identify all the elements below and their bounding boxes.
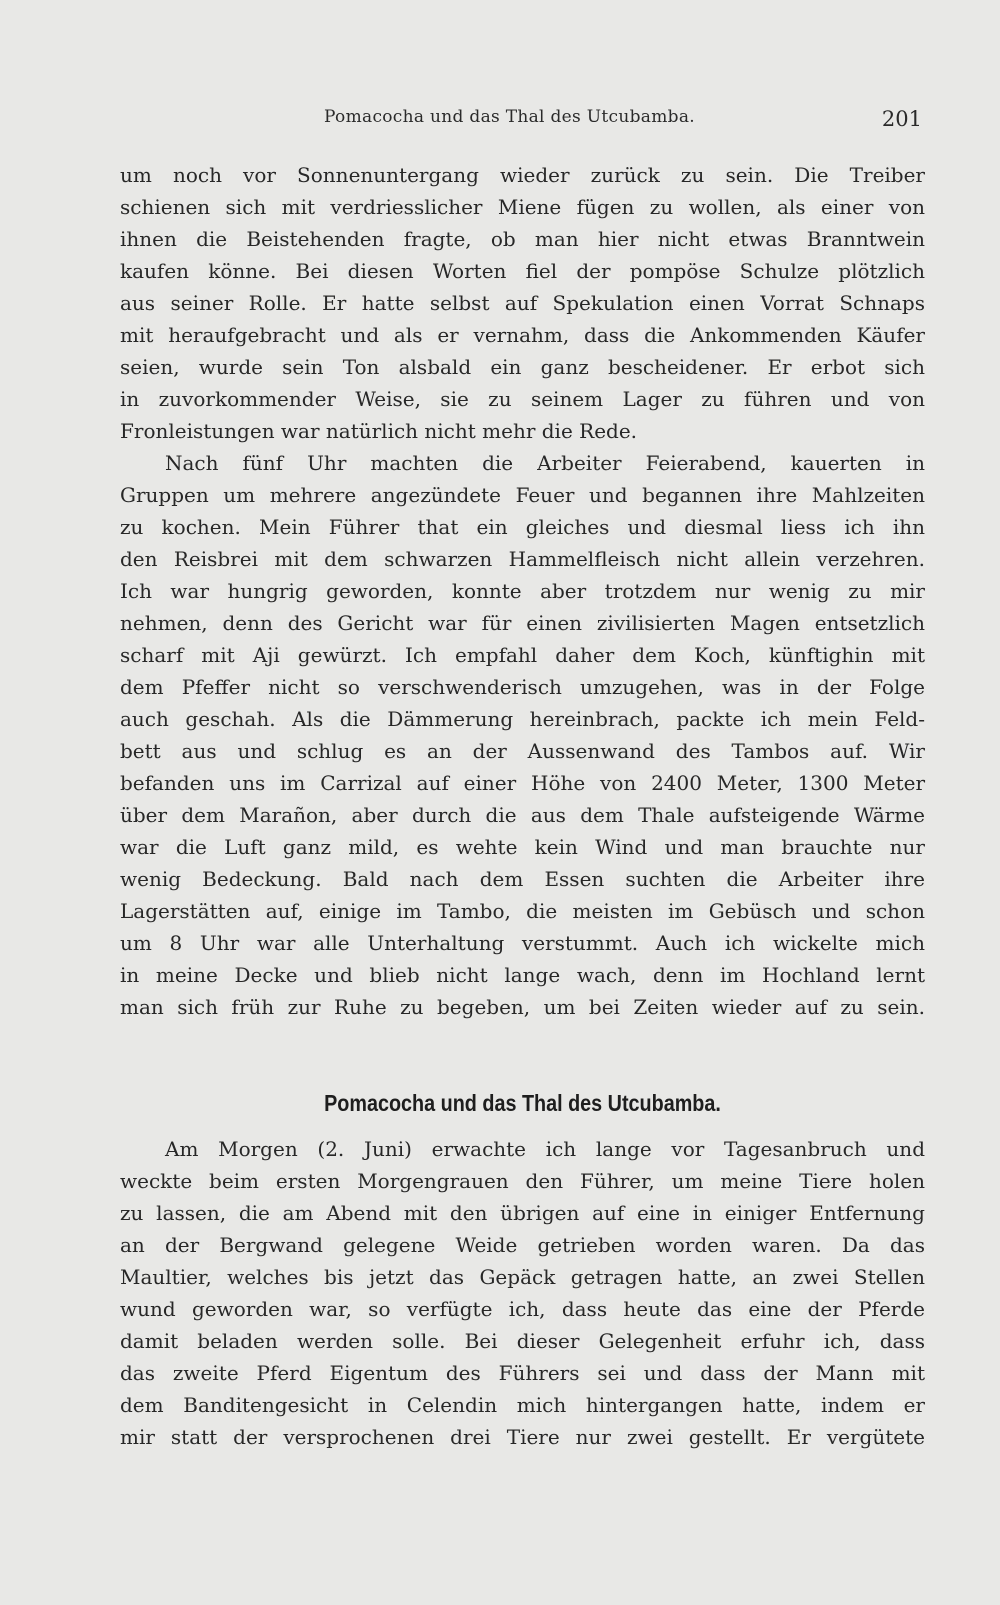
text-line: bett aus und schlug es an der Aussenwand des Tambos auf. Wir [120, 739, 925, 763]
text-line: dem Banditengesicht in Celendin mich hintergangen hatte, indem er [120, 1393, 925, 1417]
text-line: aus seiner Rolle. Er hatte selbst auf Spekulation einen Vorrat Schnaps [120, 291, 925, 315]
text-line: war die Luft ganz mild, es wehte kein Wind und man brauchte nur [120, 835, 925, 859]
text-line: befanden uns im Carrizal auf einer Höhe von 2400 Meter, 1300 Meter [120, 771, 925, 795]
text-line: ihnen die Beistehenden fragte, ob man hier nicht etwas Branntwein [120, 227, 925, 251]
text-line: um 8 Uhr war alle Unterhaltung verstummt. Auch ich wickelte mich [120, 931, 925, 955]
text-line: den Reisbrei mit dem schwarzen Hammelfleisch nicht allein verzehren. [120, 547, 925, 571]
text-line: Fronleistungen war natürlich nicht mehr die Rede. [120, 419, 638, 443]
text-line: Maultier, welches bis jetzt das Gepäck getragen hatte, an zwei Stellen [120, 1265, 925, 1289]
text-line: weckte beim ersten Morgengrauen den Führer, um meine Tiere holen [120, 1169, 925, 1193]
paragraph [120, 159, 925, 447]
text-line: man sich früh zur Ruhe zu begeben, um bei Zeiten wieder auf zu sein. [120, 995, 925, 1019]
paragraph [120, 447, 925, 1023]
text-line: Am Morgen (2. Juni) erwachte ich lange vor Tagesanbruch und [165, 1137, 925, 1161]
text-line: auch geschah. Als die Dämmerung hereinbrach, packte ich mein Feld- [120, 707, 925, 731]
text-line: damit beladen werden solle. Bei dieser Gelegenheit erfuhr ich, dass [120, 1329, 925, 1353]
text-line: Nach fünf Uhr machten die Arbeiter Feierabend, kauerten in [165, 451, 925, 475]
paragraph [120, 1133, 925, 1453]
text-line: dem Pfeffer nicht so verschwenderisch umzugehen, was in der Folge [120, 675, 925, 699]
text-line: Ich war hungrig geworden, konnte aber trotzdem nur wenig zu mir [120, 579, 925, 603]
text-line: wund geworden war, so verfügte ich, dass heute das eine der Pferde [120, 1297, 925, 1321]
text-line: Gruppen um mehrere angezündete Feuer und begannen ihre Mahlzeiten [120, 483, 925, 507]
text-line: zu kochen. Mein Führer that ein gleiches und diesmal liess ich ihn [120, 515, 925, 539]
text-line: das zweite Pferd Eigentum des Führers sei und dass der Mann mit [120, 1361, 925, 1385]
text-line: mir statt der versprochenen drei Tiere nur zwei gestellt. Er vergütete [120, 1425, 925, 1449]
text-line: mit heraufgebracht und als er vernahm, dass die Ankommenden Käufer [120, 323, 925, 347]
text-line: über dem Marañon, aber durch die aus dem Thale aufsteigende Wärme [120, 803, 925, 827]
text-line: nehmen, denn des Gericht war für einen zivilisierten Magen entsetzlich [120, 611, 925, 635]
text-line: in zuvorkommender Weise, sie zu seinem Lager zu führen und von [120, 387, 925, 411]
text-line: in meine Decke und blieb nicht lange wach, denn im Hochland lernt [120, 963, 925, 987]
section-heading: Pomacocha und das Thal des Utcubamba. [324, 1090, 721, 1116]
text-line: scharf mit Aji gewürzt. Ich empfahl daher dem Koch, künftighin mit [120, 643, 925, 667]
text-line: zu lassen, die am Abend mit den übrigen auf eine in einiger Entfernung [120, 1201, 925, 1225]
text-line: seien, wurde sein Ton alsbald ein ganz bescheidener. Er erbot sich [120, 355, 925, 379]
text-line: kaufen könne. Bei diesen Worten fiel der pompöse Schulze plötzlich [120, 259, 925, 283]
text-line: an der Bergwand gelegene Weide getrieben worden waren. Da das [120, 1233, 925, 1257]
body-text-top [120, 159, 925, 1023]
text-line: um noch vor Sonnenuntergang wieder zurück zu sein. Die Treiber [120, 163, 925, 187]
text-line: Lagerstätten auf, einige im Tambo, die meisten im Gebüsch und schon [120, 899, 925, 923]
running-title: Pomacocha und das Thal des Utcubamba. [324, 107, 695, 127]
page-number: 201 [881, 107, 922, 131]
text-line: wenig Bedeckung. Bald nach dem Essen suchten die Arbeiter ihre [120, 867, 925, 891]
running-head [120, 103, 930, 143]
body-text-bottom [120, 1133, 925, 1453]
text-line: schienen sich mit verdriesslicher Miene fügen zu wollen, als einer von [120, 195, 925, 219]
